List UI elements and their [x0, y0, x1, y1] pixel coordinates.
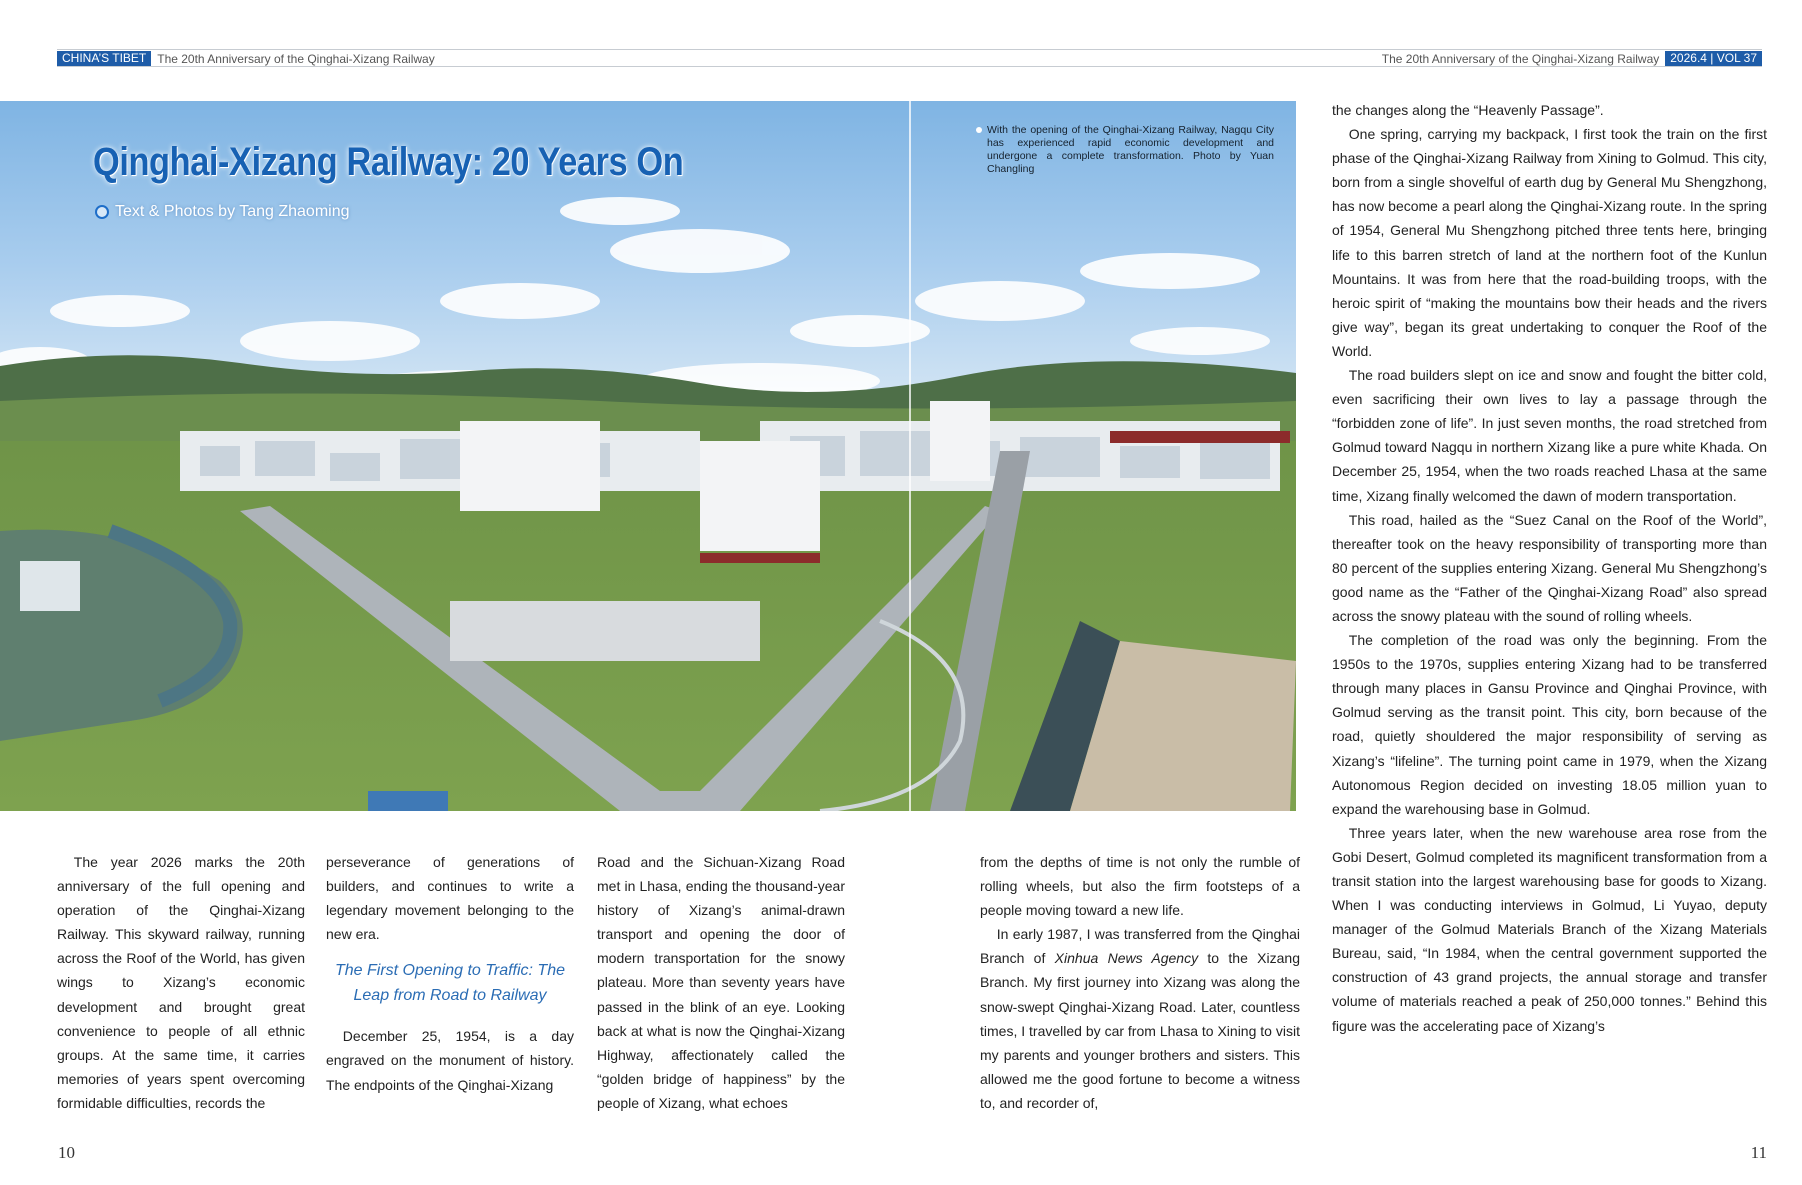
paragraph: One spring, carrying my backpack, I first took the train on the first phase of the Qinghai-Xizang Railway from Xining to Golmud. This city, born from a single shovelful of earth dug by General Mu Shengzhong, has now become a pearl along the Qinghai-Xizang route. In the spring of 1954, General Mu Shengzhong pitched three tents here, bringing life to this barren stretch of land at the northern foot of the Kunlun Mountains. It was from here that the road-building troops, with the heroic spirit of “making the mountains bow their heads and the rivers give way”, began its great undertaking to conquer the Roof of the World.: [1332, 126, 1767, 359]
text-column-1: [57, 850, 305, 1115]
issue-tag: 2026.4 | VOL 37: [1665, 51, 1762, 66]
page-number-left: 10: [58, 1143, 75, 1162]
text-span: to the Xizang Branch. My first journey into Xizang was along the snow-swept Qinghai-Xizang Road. Later, countless times, I travelled by car from Lhasa to Xining to visit my parents and younger brothers and sisters. This allowed me the good fortune to become a witness to, and recorder of,: [980, 950, 1300, 1111]
paragraph: the changes along the “Heavenly Passage”.: [1332, 102, 1604, 118]
paragraph: from the depths of time is not only the rumble of rolling wheels, but also the firm footsteps of a people moving toward a new life.: [980, 854, 1300, 919]
header-right: [1382, 51, 1762, 66]
section-title-right: The 20th Anniversary of the Qinghai-Xizang Railway: [1381, 51, 1660, 66]
paragraph: The year 2026 marks the 20th anniversary of the full opening and operation of the Qinghai-Xizang Railway. This skyward railway, running across the Roof of the World, has given wings to Xizang’s economic development and brought great convenience to people of all ethnic groups. At the same time, it carries memories of years spent overcoming formidable difficulties, records the: [57, 854, 305, 1111]
byline: [95, 203, 350, 221]
paragraph: December 25, 1954, is a day engraved on the monument of history. The endpoints of the Qinghai-Xizang: [326, 1028, 574, 1093]
photo-caption: [976, 124, 1274, 176]
header-left: [57, 51, 435, 66]
text-column-4: [980, 850, 1300, 1115]
header-rule-top: [57, 49, 1762, 50]
article-title: Qinghai-Xizang Railway: 20 Years On: [93, 140, 684, 184]
byline-text: Text & Photos by Tang Zhaoming: [115, 203, 350, 220]
text-column-5: [1332, 98, 1767, 1038]
page-number-right: 11: [1750, 1143, 1767, 1162]
paragraph: The completion of the road was only the beginning. From the 1950s to the 1970s, supplies entering Xizang had to be transferred through many places in Gansu Province and Qinghai Province, with Golmud serving as the transit point. This city, born because of the road, quietly shouldered the major responsibility of serving as Xizang’s “lifeline”. The turning point came in 1979, when the Xizang Autonomous Region decided on investing 18.05 million yuan to expand the warehousing base in Golmud.: [1332, 632, 1767, 817]
paragraph: This road, hailed as the “Suez Canal on the Roof of the World”, thereafter took on the heavy responsibility of transporting more than 80 percent of the supplies entering Xizang. General Mu Shengzhong’s good name as the “Father of the Qinghai-Xizang Road” also spread across the snowy plateau with the sound of rolling wheels.: [1332, 511, 1767, 624]
paragraph: [980, 922, 1300, 1115]
header-rule-bottom: [57, 66, 1762, 67]
caption-text: With the opening of the Qinghai-Xizang Railway, Nagqu City has experienced rapid economic development and undergone a complete transformation. Photo by Yuan Changling: [987, 124, 1274, 175]
caption-bullet-icon: [976, 127, 982, 133]
section-title-left: The 20th Anniversary of the Qinghai-Xizang Railway: [157, 51, 435, 66]
bullet-ring-icon: [95, 205, 109, 219]
agency-name: Xinhua News Agency: [1054, 950, 1199, 967]
text-span: In early 1987, I was transferred from the Qinghai Branch of: [980, 926, 1300, 967]
magazine-tag: CHINA’S TIBET: [57, 51, 151, 66]
subheading: The First Opening to Traffic: The Leap from Road to Railway: [334, 962, 565, 1005]
paragraph: The road builders slept on ice and snow and fought the bitter cold, even sacrificing their own lives to lay a passage through the “forbidden zone of life”. In just seven months, the road stretched from Golmud toward Nagqu in northern Xizang like a pure white Khada. On December 25, 1954, when the two roads reached Lhasa at the same time, Xizang finally welcomed the dawn of modern transportation.: [1332, 367, 1767, 504]
paragraph: Three years later, when the new warehouse area rose from the Gobi Desert, Golmud completed its magnificent transformation from a transit station into the largest warehousing base for goods to Xizang. When I was conducting interviews in Golmud, Li Yuyao, deputy manager of the Golmud Materials Branch of the Xizang Materials Bureau, said, “In 1984, when the central government supported the construction of 43 grand projects, the annual storage and transfer volume of materials reached a peak of 250,000 tonnes.” Behind this figure was the accelerating pace of Xizang’s: [1332, 824, 1767, 1034]
text-column-2: [326, 850, 574, 1097]
paragraph: perseverance of generations of builders, and continues to write a legendary movement belonging to the new era.: [326, 854, 574, 943]
paragraph: Road and the Sichuan-Xizang Road met in Lhasa, ending the thousand-year history of Xizang’s animal-drawn transport and opening the door of modern transportation for the snowy plateau. More than seventy years have passed in the blink of an eye. Looking back at what is now the Qinghai-Xizang Highway, affectionately called the “golden bridge of happiness” by the people of Xizang, what echoes: [597, 854, 845, 1111]
text-column-3: [597, 850, 845, 1115]
page-gutter: [909, 101, 911, 811]
